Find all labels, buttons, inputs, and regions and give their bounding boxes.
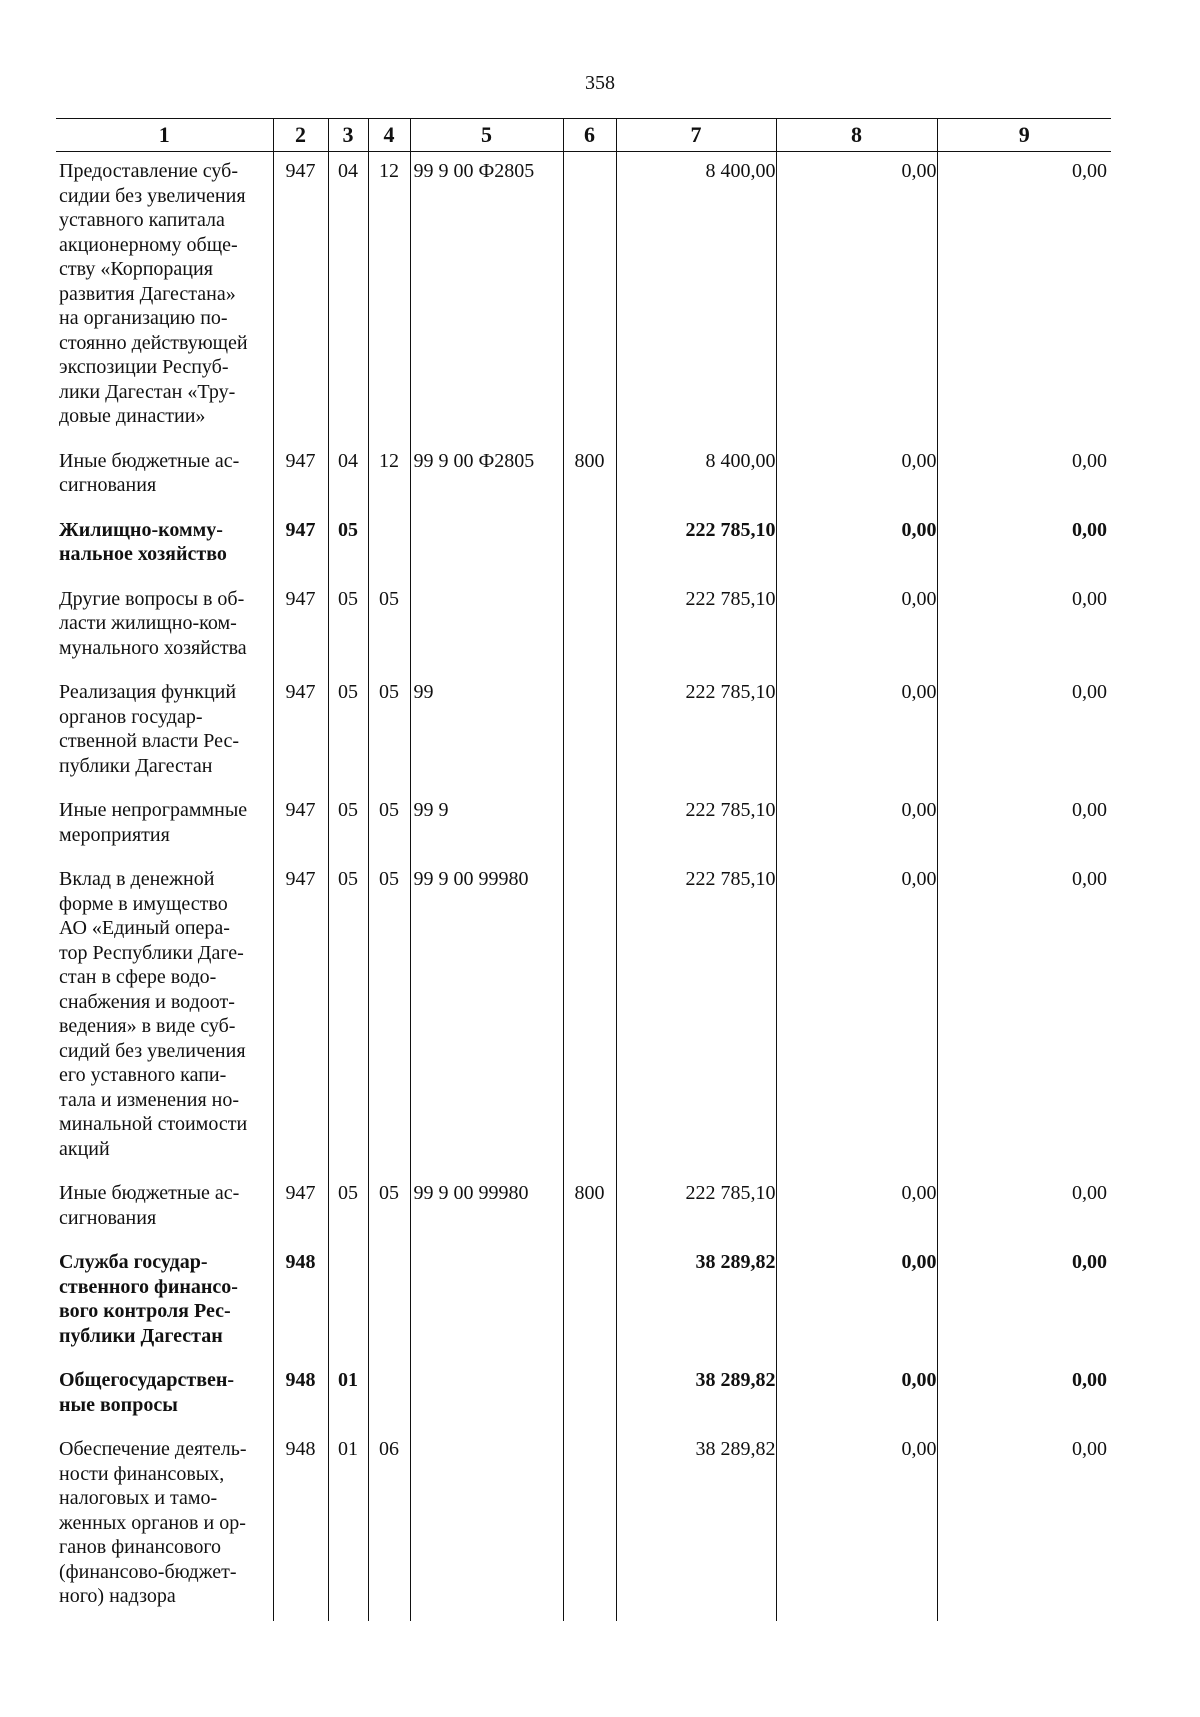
code-cell: 947: [273, 867, 328, 1181]
target-article-cell: 99 9 00 Ф2805: [410, 152, 563, 449]
section-cell: 01: [328, 1437, 368, 1621]
amount-cell: 222 785,10: [616, 1181, 776, 1250]
amount-cell: 0,00: [776, 449, 937, 518]
expense-type-cell: [563, 1368, 616, 1437]
expense-type-cell: [563, 867, 616, 1181]
row-name-cell: Иные бюджетные ас- сигнования: [59, 1182, 240, 1229]
expense-type-cell: [563, 680, 616, 798]
code-cell: 948: [273, 1437, 328, 1621]
code-cell: 947: [273, 587, 328, 681]
subsection-cell: 12: [368, 152, 410, 449]
row-name-cell: Иные непрограммные мероприятия: [59, 799, 248, 846]
table-row: [56, 518, 1111, 587]
amount-cell: 8 400,00: [616, 152, 776, 449]
table-row: [56, 1250, 1111, 1368]
page-number: 358: [585, 72, 615, 94]
section-cell: 05: [328, 798, 368, 867]
code-cell: 947: [273, 1181, 328, 1250]
amount-cell: 0,00: [937, 680, 1111, 798]
expense-type-cell: 800: [563, 1181, 616, 1250]
amount-cell: 0,00: [776, 867, 937, 1181]
section-cell: 05: [328, 587, 368, 681]
section-cell: 01: [328, 1368, 368, 1437]
column-header: 1: [56, 119, 273, 152]
section-cell: 04: [328, 152, 368, 449]
subsection-cell: 05: [368, 1181, 410, 1250]
table-body: [56, 152, 1111, 1621]
amount-cell: 0,00: [937, 587, 1111, 681]
column-header: 7: [616, 119, 776, 152]
target-article-cell: 99 9 00 99980: [410, 867, 563, 1181]
row-name-cell: Реализация функций органов государ- ственной власти Рес- публики Дагестан: [59, 681, 240, 777]
amount-cell: 0,00: [776, 1437, 937, 1621]
amount-cell: 222 785,10: [616, 798, 776, 867]
column-header: 3: [328, 119, 368, 152]
expense-type-cell: [563, 1437, 616, 1621]
target-article-cell: [410, 1368, 563, 1437]
target-article-cell: 99 9 00 99980: [410, 1181, 563, 1250]
table-row: [56, 1181, 1111, 1250]
code-cell: 947: [273, 680, 328, 798]
row-name-cell: Иные бюджетные ас- сигнования: [59, 449, 240, 496]
section-cell: 05: [328, 1181, 368, 1250]
column-header: 2: [273, 119, 328, 152]
amount-cell: 222 785,10: [616, 680, 776, 798]
section-cell: 05: [328, 518, 368, 587]
section-cell: 04: [328, 449, 368, 518]
amount-cell: 0,00: [776, 798, 937, 867]
code-cell: 948: [273, 1250, 328, 1368]
target-article-cell: [410, 1437, 563, 1621]
target-article-cell: [410, 518, 563, 587]
code-cell: 947: [273, 518, 328, 587]
amount-cell: 0,00: [776, 1368, 937, 1437]
expense-type-cell: 800: [563, 449, 616, 518]
expense-type-cell: [563, 518, 616, 587]
budget-table: [56, 118, 1111, 1621]
section-cell: 05: [328, 867, 368, 1181]
subsection-cell: 05: [368, 798, 410, 867]
table-row: [56, 798, 1111, 867]
row-name-cell: Общегосударствен- ные вопросы: [59, 1369, 235, 1416]
amount-cell: 0,00: [776, 680, 937, 798]
section-cell: 05: [328, 680, 368, 798]
amount-cell: 0,00: [937, 1181, 1111, 1250]
row-name-cell: Вклад в денежной форме в имущество АО «Единый опера- тор Республики Даге- стан в сфере водо- снабжения и водоот- ведения» в виде суб- сидий без увеличения его уставного капи- тала и изменения но- минальной стоимости акций: [59, 868, 248, 1160]
target-article-cell: [410, 587, 563, 681]
column-header: 6: [563, 119, 616, 152]
table-header-row: [56, 119, 1111, 152]
table-row: [56, 680, 1111, 798]
expense-type-cell: [563, 798, 616, 867]
amount-cell: 0,00: [776, 1250, 937, 1368]
column-header: 9: [937, 119, 1111, 152]
table-row: [56, 587, 1111, 681]
code-cell: 947: [273, 152, 328, 449]
subsection-cell: 12: [368, 449, 410, 518]
subsection-cell: 05: [368, 680, 410, 798]
table-row: [56, 1437, 1111, 1621]
amount-cell: 222 785,10: [616, 867, 776, 1181]
target-article-cell: 99: [410, 680, 563, 798]
table-row: [56, 152, 1111, 449]
subsection-cell: [368, 1250, 410, 1368]
amount-cell: 8 400,00: [616, 449, 776, 518]
amount-cell: 0,00: [937, 518, 1111, 587]
code-cell: 948: [273, 1368, 328, 1437]
target-article-cell: 99 9: [410, 798, 563, 867]
column-header: 5: [410, 119, 563, 152]
row-name-cell: Обеспечение деятель- ности финансовых, налоговых и тамо- женных органов и ор- ганов финансового (финансово-бюджет- ного) надзора: [59, 1438, 247, 1607]
subsection-cell: 05: [368, 587, 410, 681]
amount-cell: 0,00: [937, 152, 1111, 449]
amount-cell: 0,00: [937, 1437, 1111, 1621]
row-name-cell: Служба государ- ственного финансо- вого контроля Рес- публики Дагестан: [59, 1251, 238, 1347]
amount-cell: 38 289,82: [616, 1437, 776, 1621]
amount-cell: 222 785,10: [616, 587, 776, 681]
amount-cell: 0,00: [776, 1181, 937, 1250]
subsection-cell: [368, 518, 410, 587]
table-row: [56, 867, 1111, 1181]
amount-cell: 0,00: [937, 449, 1111, 518]
table-row: [56, 1368, 1111, 1437]
amount-cell: 0,00: [937, 1368, 1111, 1437]
table-row: [56, 449, 1111, 518]
amount-cell: 0,00: [776, 518, 937, 587]
row-name-cell: Предоставление суб- сидии без увеличения уставного капитала акционерному обще- ству «Корпорация развития Дагестана» на организацию по- стоянно действующей экспозиции Респуб- лики Дагестан «Тру- довые династии»: [59, 160, 248, 427]
expense-type-cell: [563, 1250, 616, 1368]
amount-cell: 222 785,10: [616, 518, 776, 587]
subsection-cell: [368, 1368, 410, 1437]
section-cell: [328, 1250, 368, 1368]
amount-cell: 0,00: [937, 798, 1111, 867]
subsection-cell: 06: [368, 1437, 410, 1621]
amount-cell: 0,00: [937, 1250, 1111, 1368]
amount-cell: 38 289,82: [616, 1368, 776, 1437]
target-article-cell: [410, 1250, 563, 1368]
column-header: 8: [776, 119, 937, 152]
amount-cell: 0,00: [776, 587, 937, 681]
amount-cell: 0,00: [937, 867, 1111, 1181]
expense-type-cell: [563, 152, 616, 449]
subsection-cell: 05: [368, 867, 410, 1181]
target-article-cell: 99 9 00 Ф2805: [410, 449, 563, 518]
row-name-cell: Жилищно-комму- нальное хозяйство: [59, 518, 227, 565]
code-cell: 947: [273, 798, 328, 867]
column-header: 4: [368, 119, 410, 152]
code-cell: 947: [273, 449, 328, 518]
expense-type-cell: [563, 587, 616, 681]
amount-cell: 0,00: [776, 152, 937, 449]
row-name-cell: Другие вопросы в об- ласти жилищно-ком- мунального хозяйства: [59, 587, 247, 659]
amount-cell: 38 289,82: [616, 1250, 776, 1368]
